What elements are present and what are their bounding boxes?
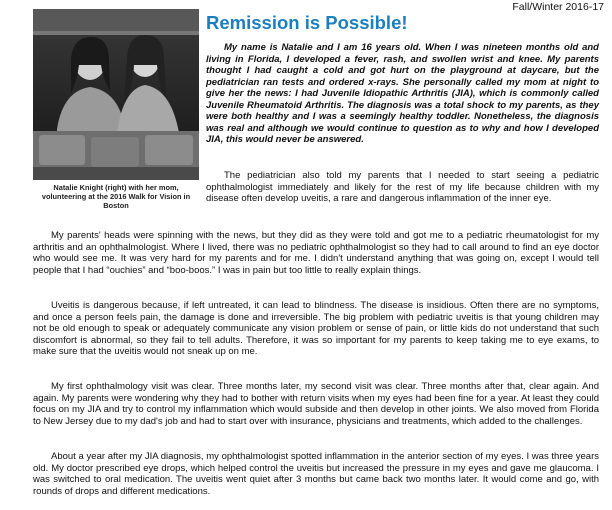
article-paragraph: The pediatrician also told my parents that I needed to start seeing a pediatric ophthalmologist immediately and likely for the rest of my life because children with my disease often develop uveitis, a rare and dangerous inflammation of the inner eye. [206,170,599,204]
article-paragraph: About a year after my JIA diagnosis, my ophthalmologist spotted inflammation in the anterior section of my eyes. I was three years old. My doctor prescribed eye drops, which helped control the uveitis but increased the pressure in my eyes and gave me glaucoma. I was switched to oral medication. The uveitis went quiet after 3 months but came back two months later. It would come and go, with rounds of drops and different medications. [33,451,599,497]
article-paragraph: My first ophthalmology visit was clear. Three months later, my second visit was clear. Three months after that, clear again. And again. My parents were wondering why they had to bother with return visits when my eyes had been fine for a year. At least they could focus on my JIA and try to control my inflammation which would subside and then develop in other joints. We also moved from Florida to New Jersey due to my dad's job and had to start over with insurance, physicians and treatments, which added to the challenges. [33,381,599,427]
article-paragraph: My parents' heads were spinning with the news, but they did as they were told and got me to a pediatric rheumatologist for my arthritis and an ophthalmologist. Where I lived, there was no pediatric ophthalmologist so they had to call around to find an eye doctor who would see me. It was very hard for my parents and for me. I didn't understand anything that was going on, except I would tell people that I had “ouchies” and “boo-boos.” I was in pain but too little to really explain things. [33,230,599,276]
article-paragraph-intro: My name is Natalie and I am 16 years old. When I was nineteen months old and living in Florida, I developed a fever, rash, and swollen wrist and knee. My parents thought I had caught a cold and got hurt on the playground at daycare, but the pediatrician ran tests and ordered x-rays. She personally called my mom at night to give her the news: I had Juvenile Idiopathic Arthritis (JIA), which is commonly called Juvenile Rheumatoid Arthritis. The diagnosis was a total shock to my parents, as they were both healthy and I was a seemingly healthy toddler. Nonetheless, the diagnosis was real and although we would continue to question as to why and how I developed JIA, this would never be answered. [206,42,599,145]
issue-label: Fall/Winter 2016-17 [512,1,604,13]
photo-block [33,9,199,210]
photo-caption: Natalie Knight (right) with her mom, volunteering at the 2016 Walk for Vision in Boston [41,183,191,210]
article-paragraph: Uveitis is dangerous because, if left untreated, it can lead to blindness. The disease is insidious. Often there are no symptoms, and once a person feels pain, the damage is done and irreversible. The big problem with pediatric uveitis is that young children may not be old enough to speak or adequately communicate any vision problem or sense of pain, or little kids do not understand that such discomfort is abnormal, so they fail to tell adults. Therefore, it was so important for my parents to keep taking me to eye exams, to make sure that the uveitis would not sneak up on me. [33,300,599,357]
article-title: Remission is Possible! [206,12,408,33]
photo-illustration [33,9,199,180]
article-photo [33,9,199,180]
